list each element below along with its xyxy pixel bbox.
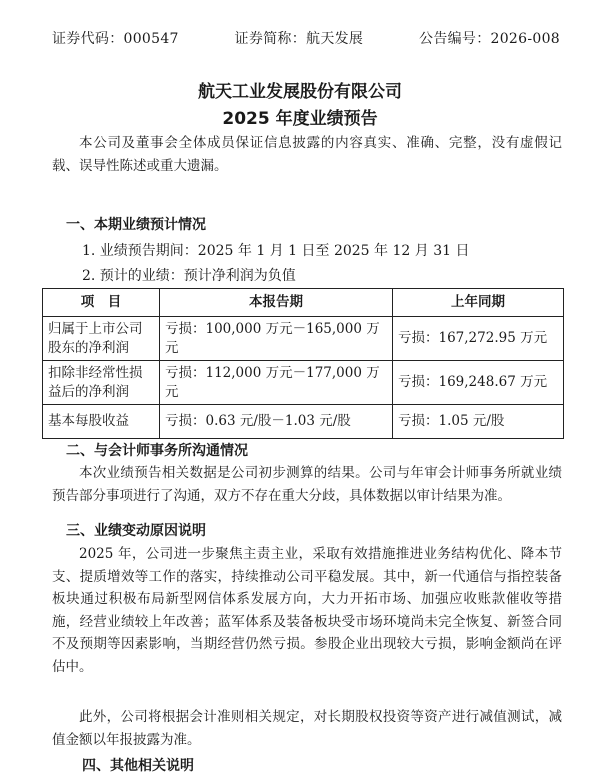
forecast-table — [42, 288, 564, 439]
company-name: 航天工业发展股份有限公司 — [198, 82, 402, 102]
row-label: 扣除非经常性损益后的净利润 — [43, 361, 160, 405]
section-3-paragraph-1: 2025 年，公司进一步聚焦主责主业，采取有效措施推进业务结构优化、降本节支、提质增效等工作的落实，持续推动公司平稳发展。其中，新一代通信与指控装备板块通过积极布局新型网信体系发展方向，大力开拓市场、加强应收账款催收等措施，经营业绩较上年改善；蓝军体系及装备板块受市场环境尚未完全恢复、新签合同不及预期等因素影响，当期经营仍然亏损。参股企业出现较大亏损，影响金额尚在评估中。 — [52, 546, 562, 675]
row-label: 归属于上市公司股东的净利润 — [43, 317, 160, 361]
col-header-current: 本报告期 — [160, 289, 393, 317]
col-header-prior: 上年同期 — [393, 289, 564, 317]
prior-value: 亏损：169,248.67 万元 — [393, 361, 564, 405]
row-label: 基本每股收益 — [43, 405, 160, 439]
forecast-period: 1. 业绩预告期间：2025 年 1 月 1 日至 2025 年 12 月 31 日 — [82, 243, 470, 259]
current-value: 亏损：100,000 万元－165,000 万元 — [160, 317, 393, 361]
current-value: 亏损：0.63 元/股－1.03 元/股 — [160, 405, 393, 439]
current-value: 亏损：112,000 万元－177,000 万元 — [160, 361, 393, 405]
announcement-number: 公告编号：2026-008 — [419, 31, 560, 47]
section-2-heading: 二、与会计师事务所沟通情况 — [66, 443, 248, 459]
document-title: 2025 年度业绩预告 — [222, 109, 378, 129]
stock-code: 证券代码：000547 — [52, 31, 179, 47]
col-header-item: 项 目 — [43, 289, 160, 317]
table-row — [43, 317, 564, 361]
stock-short-name: 证券简称：航天发展 — [234, 31, 364, 47]
table-row — [43, 361, 564, 405]
section-2-body: 本次业绩预告相关数据是公司初步测算的结果。公司与年审会计师事务所就业绩预告部分事项进行了沟通，双方不存在重大分歧，具体数据以审计结果为准。 — [52, 465, 562, 504]
disclosure-statement: 本公司及董事会全体成员保证信息披露的内容真实、准确、完整，没有虚假记载、误导性陈述或重大遗漏。 — [52, 135, 562, 174]
expected-performance: 2. 预计的业绩：预计净利润为负值 — [82, 268, 296, 284]
announcement-header — [52, 28, 560, 48]
section-3-paragraph-2: 此外，公司将根据会计准则相关规定，对长期股权投资等资产进行减值测试，减值金额以年报披露为准。 — [52, 709, 562, 748]
prior-value: 亏损：167,272.95 万元 — [393, 317, 564, 361]
section-3-heading: 三、业绩变动原因说明 — [66, 523, 206, 539]
table-row — [43, 405, 564, 439]
prior-value: 亏损：1.05 元/股 — [393, 405, 564, 439]
section-4-heading: 四、其他相关说明 — [82, 758, 194, 774]
table-header-row — [43, 289, 564, 317]
section-1-heading: 一、本期业绩预计情况 — [66, 217, 206, 233]
